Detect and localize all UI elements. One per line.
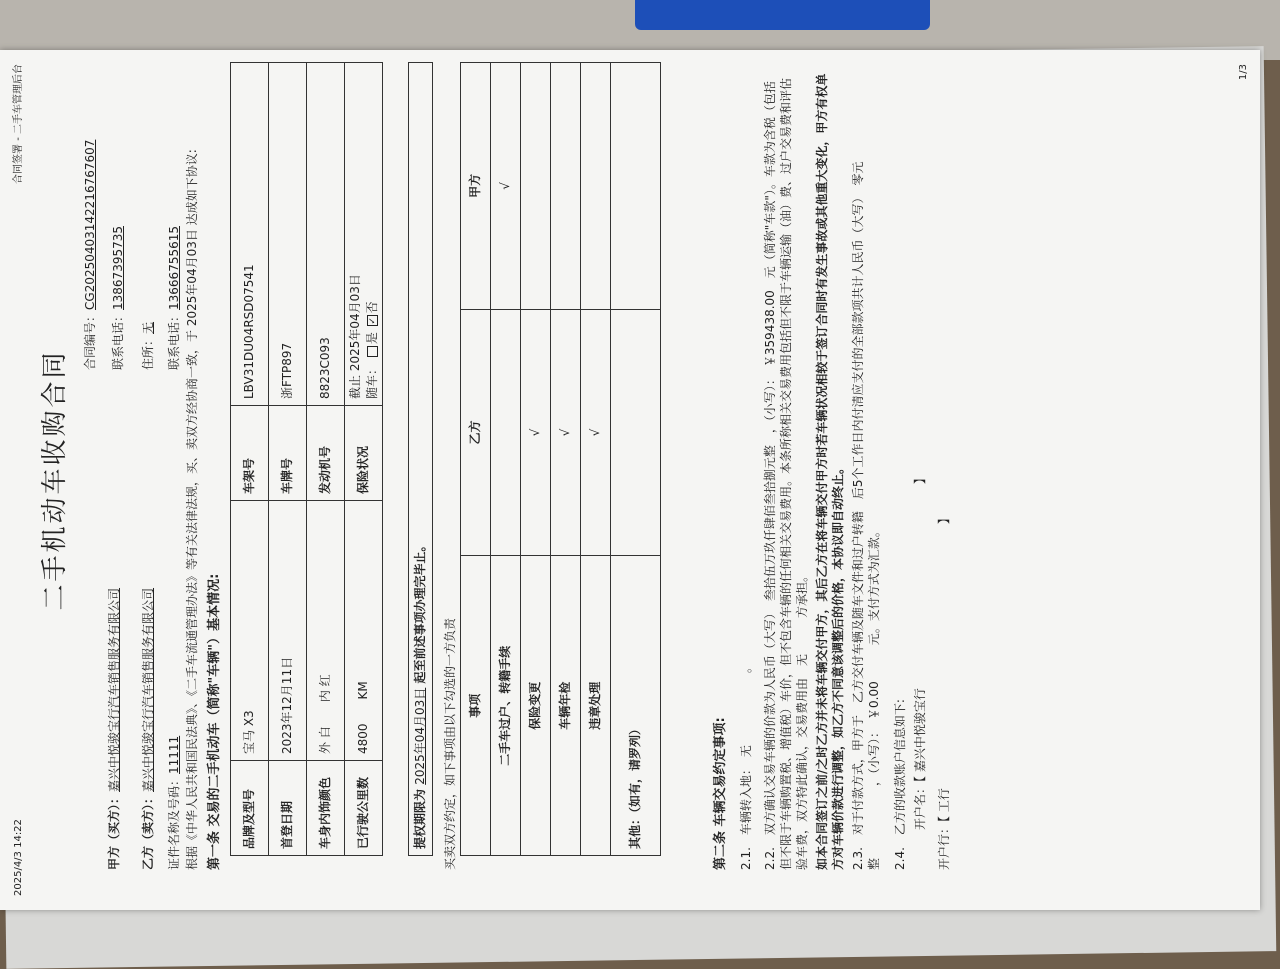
- page-title: 二手机动车收购合同: [40, 349, 70, 611]
- resp-a-check: [581, 63, 611, 310]
- clause-2-4: 2.4. 乙方的收款账户信息如下:: [893, 699, 907, 870]
- party-b-row: 乙方（卖方）：嘉兴中悦骏宝行汽车销售服务有限公司: [141, 587, 155, 870]
- yes-checkbox: [367, 346, 378, 357]
- brand-value: 宝马 X3: [231, 501, 269, 761]
- blue-folder: [635, 0, 930, 30]
- mileage-label: 已行驶公里数: [345, 761, 383, 856]
- reg-date-value: 2023年12月11日: [269, 501, 307, 761]
- resp-b-check: √: [581, 309, 611, 556]
- party-a-name: 嘉兴中悦骏宝行汽车销售服务有限公司: [107, 587, 121, 792]
- col-item-header: 事项: [461, 556, 491, 856]
- color-label: 车身内饰颜色: [307, 761, 345, 856]
- deadline-cell: 提权期限为 2025年04月03日 起至前述事项办理完毕止。: [409, 63, 433, 856]
- table-row: [269, 63, 307, 856]
- resp-item: 车辆年检: [551, 556, 581, 856]
- resp-b-check: [491, 309, 521, 556]
- resp-a-check: [611, 63, 661, 310]
- insurance-expiry: 截止 2025年04月03日: [348, 274, 363, 399]
- print-breadcrumb: 合同签署 - 二手车管理后台: [13, 64, 24, 184]
- responsibility-intro: 买卖双方约定，如下事项由以下勾选的一方负责: [443, 617, 457, 870]
- clause-2-2-bold: 如本合同签订之前/之时乙方并未将车辆交付甲方，其后乙方在将车辆交付甲方时若车辆状况相较于签订合同时有发生事故或其他重大变化，甲方有权单方对车辆价款进行调整，如乙方不同意该调整后的价格，本协议即自动终止。: [815, 73, 846, 870]
- party-a-phone: 13867395735: [111, 226, 125, 310]
- page-number: 1/3: [1237, 64, 1249, 81]
- id-row: 证件名称及号码：11111: [167, 735, 181, 870]
- party-b-phone-row: 联系电话：13666755615: [167, 226, 181, 370]
- col-a-header: 甲方: [461, 63, 491, 310]
- resp-item: 其他：（如有，请罗列）: [611, 556, 661, 856]
- resp-item: 保险变更: [521, 556, 551, 856]
- party-b-address-row: 住所：无: [141, 321, 155, 370]
- resp-b-check: √: [551, 309, 581, 556]
- resp-item: 违章处理: [581, 556, 611, 856]
- insurance-value: [345, 63, 383, 406]
- resp-a-check: [521, 63, 551, 310]
- engine-label: 发动机号: [307, 406, 345, 501]
- article2-heading: 第二条 车辆交易约定事项:: [713, 717, 728, 870]
- article1-heading: 第一条 交易的二手机动车（简称"车辆"）基本情况:: [207, 573, 222, 870]
- table-row: [231, 63, 269, 856]
- plate-label: 车牌号: [269, 406, 307, 501]
- deadline-date: 2025年04月03日: [413, 687, 428, 785]
- col-b-header: 乙方: [461, 309, 491, 556]
- table-row: [521, 63, 551, 856]
- plate-value: 浙FTP897: [269, 63, 307, 406]
- brand-label: 品牌及型号: [231, 761, 269, 856]
- engine-value: 8823C093: [307, 63, 345, 406]
- resp-a-check: [551, 63, 581, 310]
- no-label: 否: [364, 301, 379, 314]
- table-row: [491, 63, 521, 856]
- party-a-phone-row: 联系电话：13867395735: [111, 226, 125, 370]
- resp-b-check: [611, 309, 661, 556]
- account-bank: 开户行：【 工行 】: [937, 512, 951, 870]
- id-number: 11111: [167, 735, 181, 774]
- table-row: [345, 63, 383, 856]
- deadline-table: [408, 62, 433, 856]
- insurance-label: 保险状况: [345, 406, 383, 501]
- preamble: 根据《中华人民共和国民法典》、《二手车流通管理办法》等有关法律法规，买、卖双方经协商一致，于 2025年04月03日 达成如下协议:: [185, 149, 199, 870]
- vin-value: LBV31DU04RSD07541: [231, 63, 269, 406]
- table-row: [611, 63, 661, 856]
- party-b-phone: 13666755615: [167, 226, 181, 310]
- contract-number: CG20250403142216767607: [83, 139, 97, 310]
- responsibility-table: [460, 62, 661, 856]
- table-row: [461, 63, 491, 856]
- print-timestamp: 2025/4/3 14:22: [13, 819, 24, 896]
- account-name: 开户名：【 嘉兴中悦骏宝行 】: [913, 472, 927, 830]
- yes-label: 是: [364, 332, 379, 345]
- mileage-value: 4800 KM: [345, 501, 383, 761]
- contract-number-row: 合同编号：CG20250403142216767607: [83, 139, 97, 370]
- color-value: 外 白 内 红: [307, 501, 345, 761]
- clause-2-2: 2.2. 双方确认交易车辆的价款为人民币（大写） 叁拾伍万玖仟肆佰叁拾捌元整 ，（小写）： ￥359438.00 元（简称"车款"）。车款为含税（包括但不限于车辆购置税、增值税）车价，但不包含车辆的任何相关交易费用。本条所称相关交易费用包括但不限于车辆运输（油）费、过户交易费和评估验车费，双方特此确认，交易费用由 无 方承担。: [763, 77, 810, 870]
- resp-b-check: √: [521, 309, 551, 556]
- clause-2-3: 2.3. 对于付款方式，甲方于 乙方交付车辆及随车文件和过户转籍 后5个工作日内付清应支付的全部款项共计人民币（大写） 零元整 ，（小写）： ￥0.00 元。支付方式为汇款。: [851, 161, 882, 870]
- table-row: [307, 63, 345, 856]
- vehicle-table: [230, 62, 383, 856]
- contract-page: [0, 50, 1260, 910]
- party-a-row: 甲方（买方）：嘉兴中悦骏宝行汽车销售服务有限公司: [107, 587, 121, 870]
- table-row: [409, 63, 433, 856]
- reg-date-label: 首登日期: [269, 761, 307, 856]
- insurance-follow-row: 随车： 是 ✓否: [364, 301, 379, 399]
- party-b-address: 无: [141, 321, 155, 334]
- vin-label: 车架号: [231, 406, 269, 501]
- clause-2-1: 2.1. 车辆转入地： 无 。: [739, 661, 753, 870]
- party-b-name: 嘉兴中悦骏宝行汽车销售服务有限公司: [141, 587, 155, 792]
- resp-item: 二手车过户、转籍手续: [491, 556, 521, 856]
- table-row: [581, 63, 611, 856]
- table-row: [551, 63, 581, 856]
- resp-a-check: √: [491, 63, 521, 310]
- no-checkbox: ✓: [367, 317, 378, 325]
